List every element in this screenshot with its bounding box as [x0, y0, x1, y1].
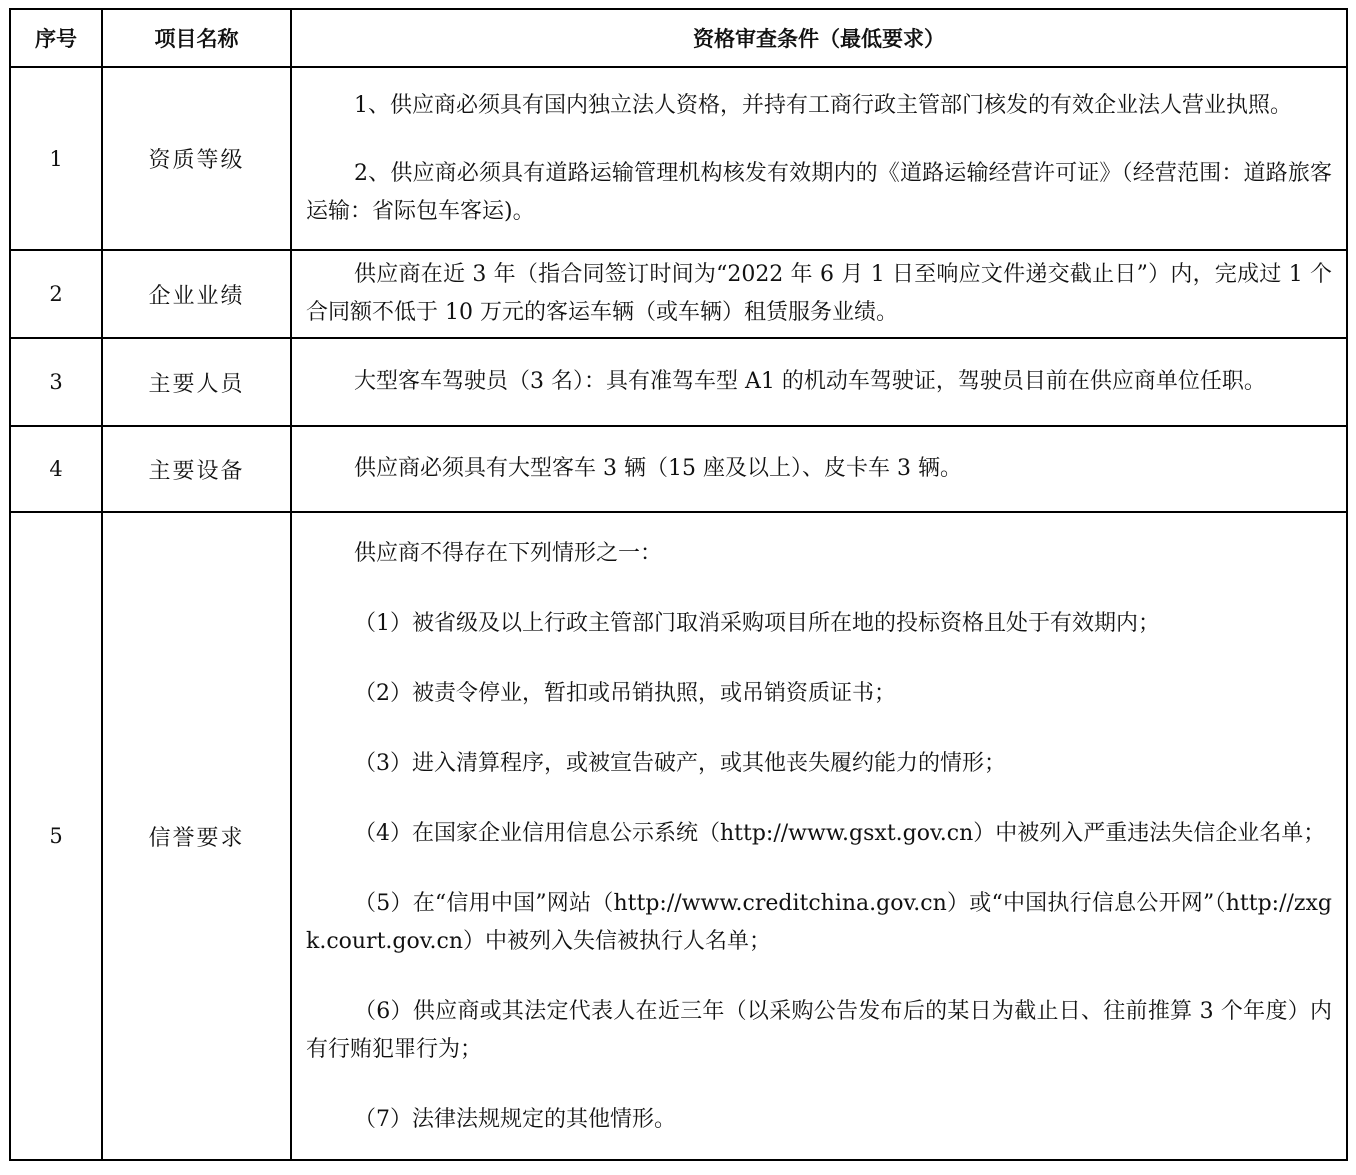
- table-header: [10, 9, 1347, 67]
- qualification-table: [9, 8, 1348, 1161]
- row-item-name: 主要人员: [102, 338, 291, 426]
- table-row: [10, 250, 1347, 338]
- row-item-name: 主要设备: [102, 426, 291, 512]
- header-item-name: 项目名称: [102, 9, 291, 67]
- table-row: [10, 67, 1347, 250]
- row-conditions: [291, 512, 1347, 1160]
- row-number: 1: [10, 67, 102, 250]
- table-row: [10, 338, 1347, 426]
- header-row: [10, 9, 1347, 67]
- condition-paragraph: （1）被省级及以上行政主管部门取消采购项目所在地的投标资格且处于有效期内；: [354, 610, 1160, 636]
- row-item-name: 企业业绩: [102, 250, 291, 338]
- condition-paragraph: 供应商不得存在下列情形之一：: [354, 540, 663, 566]
- condition-paragraph: 大型客车驾驶员（3 名）：具有准驾车型 A1 的机动车驾驶证，驾驶员目前在供应商单位任职。: [354, 369, 1266, 394]
- row-number: 4: [10, 426, 102, 512]
- row-number: 2: [10, 250, 102, 338]
- condition-paragraph: （5）在“信用中国”网站（http://www.creditchina.gov.cn）或“中国执行信息公开网”（http://zxgk.court.gov.cn）中被列入失信被执行人名单；: [306, 890, 1332, 954]
- row-number: 3: [10, 338, 102, 426]
- row-item-name: 信誉要求: [102, 512, 291, 1160]
- row-conditions: [291, 426, 1347, 512]
- table-body: [10, 67, 1347, 1160]
- row-conditions: [291, 67, 1347, 250]
- condition-paragraph: 供应商必须具有大型客车 3 辆（15 座及以上）、皮卡车 3 辆。: [354, 456, 962, 481]
- condition-paragraph: （2）被责令停业，暂扣或吊销执照，或吊销资质证书；: [354, 680, 896, 706]
- condition-paragraph: （7）法律法规规定的其他情形。: [354, 1106, 676, 1132]
- condition-paragraph: 2、供应商必须具有道路运输管理机构核发有效期内的《道路运输经营许可证》（经营范围：道路旅客运输：省际包车客运)。: [306, 160, 1332, 224]
- condition-paragraph: （6）供应商或其法定代表人在近三年（以采购公告发布后的某日为截止日、往前推算 3 个年度）内有行贿犯罪行为；: [306, 998, 1332, 1062]
- row-conditions: [291, 338, 1347, 426]
- table-row: [10, 426, 1347, 512]
- condition-paragraph: 1、供应商必须具有国内独立法人资格，并持有工商行政主管部门核发的有效企业法人营业执照。: [354, 92, 1293, 118]
- row-conditions: [291, 250, 1347, 338]
- row-item-name: 资质等级: [102, 67, 291, 250]
- header-conditions: 资格审查条件（最低要求）: [291, 9, 1347, 67]
- condition-paragraph: （3）进入清算程序，或被宣告破产，或其他丧失履约能力的情形；: [354, 750, 1006, 776]
- condition-paragraph: （4）在国家企业信用信息公示系统（http://www.gsxt.gov.cn）中被列入严重违法失信企业名单；: [354, 820, 1326, 846]
- table-row: [10, 512, 1347, 1160]
- condition-paragraph: 供应商在近 3 年（指合同签订时间为“2022 年 6 月 1 日至响应文件递交截止日”）内，完成过 1 个合同额不低于 10 万元的客运车辆（或车辆）租赁服务业绩。: [306, 262, 1332, 325]
- row-number: 5: [10, 512, 102, 1160]
- header-serial-number: 序号: [10, 9, 102, 67]
